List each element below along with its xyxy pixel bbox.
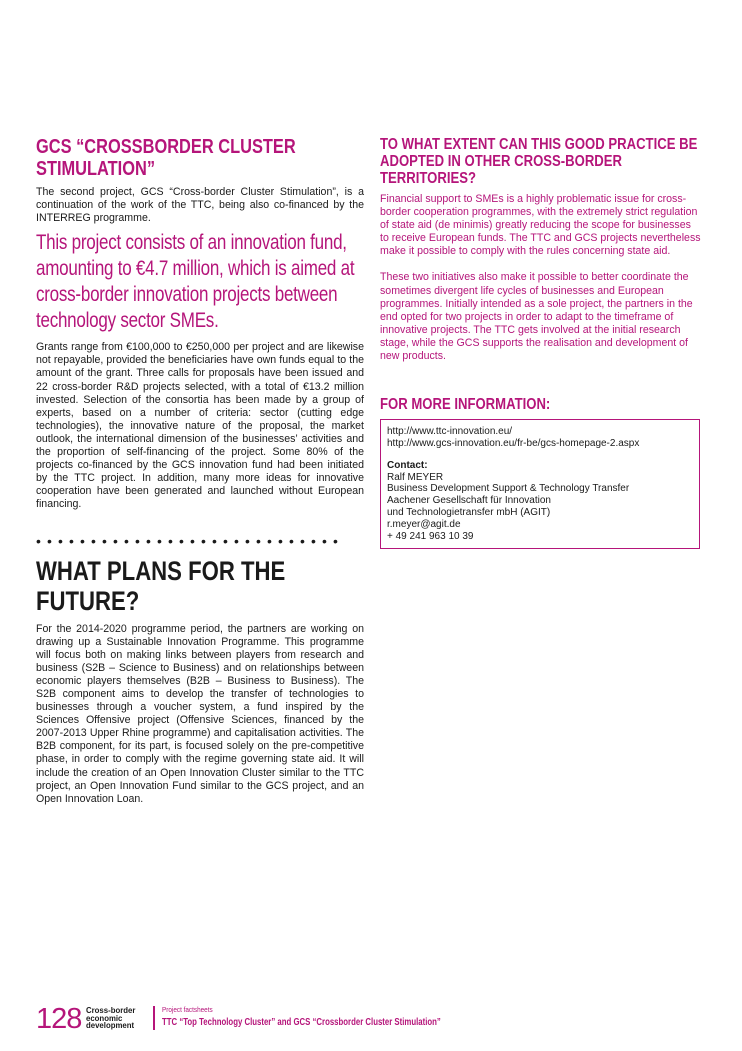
good-practice-heading: TO WHAT EXTENT CAN THIS GOOD PRACTICE BE ADOPTED IN OTHER CROSS-BORDER TERRITORIES? [380, 136, 698, 187]
pull-quote: This project consists of an innovation fund, amounting to €4.7 million, which is aimed at cross-border innovation projects between technology sector SMEs. [36, 231, 355, 333]
contact-label: Contact: [387, 459, 428, 471]
section-label-line-1: Cross-border [86, 1006, 136, 1015]
future-plans-paragraph: For the 2014-2020 programme period, the partners are working on drawing up a Sustainable Innovation Programme. This programme will focus both on making links between players from research and business (S2B – Science to Business) and on relationships between economic players themselves (B2B – Business to Business). The S2B component aims to develop the transfer of technologies to businesses through a voucher system, a fund inspired by the Sciences Offensive project (Offensive Sciences, financed by the 2007-2013 Upper Rhine programme) and capitalisation activities. The B2B component, for its part, is focused solely on the pre-competitive phase, in order to comply with the regime governing state aid. It will include the creation of an Open Innovation Cluster similar to the TTC project, an Open Innovation Fund similar to the GCS project, and an Open Innovation Loan. [36, 622, 364, 805]
link-ttc[interactable]: http://www.ttc-innovation.eu/ [387, 426, 513, 438]
link-gcs[interactable]: http://www.gcs-innovation.eu/fr-be/gcs-homepage-2.aspx [387, 437, 640, 449]
contact-name: Ralf MEYER [387, 471, 444, 483]
section-label [86, 1007, 135, 1030]
section-label-line-2: economic [86, 1013, 123, 1023]
footer-title: TTC “Top Technology Cluster” and GCS “Crossborder Cluster Stimulation” [162, 1017, 441, 1028]
future-plans-heading: WHAT PLANS FOR THE FUTURE? [36, 555, 286, 616]
contact-organisation-1: Aachener Gesellschaft für Innovation [387, 495, 551, 507]
gcs-heading: GCS “CROSSBORDER CLUSTER STIMULATION” [36, 136, 296, 180]
dotted-divider: •••••••••••••••••••••••••••• [36, 532, 345, 549]
good-practice-paragraph-2: These two initiatives also make it possible to better coordinate the sometimes divergent life cycles of businesses and European programmes. Initially intended as a sole project, the partners in the end opted for two projects in order to adapt to the timeframe of innovative projects. The TTC gets involved at the initial research stage, while the GCS supports the realisation and development of new products. [380, 271, 693, 363]
page-footer [36, 1004, 716, 1034]
good-practice-paragraph-1: Financial support to SMEs is a highly problematic issue for cross-border cooperation programmes, with the extremely strict regulation of state aid (de minimis) greatly reducing the scope for businesses to receive European funds. The TTC and GCS projects nevertheless make it possible to comply with the rules concerning state aid. [380, 193, 701, 258]
left-column [36, 136, 364, 806]
grants-paragraph: Grants range from €100,000 to €250,000 per project and are likewise not repayable, provided the beneficiaries have own funds equal to the amount of the grant. Three calls for proposals have been issued and 22 cross-border R&D projects selected, with a total of €13.2 million invested. Selection of the consortia has been made by a group of experts, based on a number of criteria: sector (cutting edge technologies), the innovative nature of the proposal, the market outlook, the international dimension of the businesses’ activities and the proportion of self-financing of the project. Some 80% of the projects co-financed by the GCS innovation fund had been initiated by the TTC project. In addition, many more ideas for innovative cooperation have been generated and launched without European financing. [36, 341, 364, 511]
page-number: 128 [36, 1003, 82, 1035]
right-column [380, 136, 702, 549]
section-label-line-3: development [86, 1021, 135, 1031]
footer-category: Project factsheets [162, 1005, 213, 1014]
footer-divider-bar [153, 1006, 155, 1030]
contact-organisation-2: und Technologietransfer mbH (AGIT) [387, 506, 551, 518]
contact-department: Business Development Support & Technology Transfer [387, 483, 630, 495]
contact-email[interactable]: r.meyer@agit.de [387, 518, 461, 530]
more-info-box [380, 419, 700, 549]
gcs-intro-paragraph: The second project, GCS “Cross-border Cluster Stimulation”, is a continuation of the work of the TTC, being also co-financed by the INTERREG programme. [36, 186, 364, 225]
contact-phone: + 49 241 963 10 39 [387, 530, 474, 542]
more-info-heading: FOR MORE INFORMATION: [380, 396, 551, 414]
